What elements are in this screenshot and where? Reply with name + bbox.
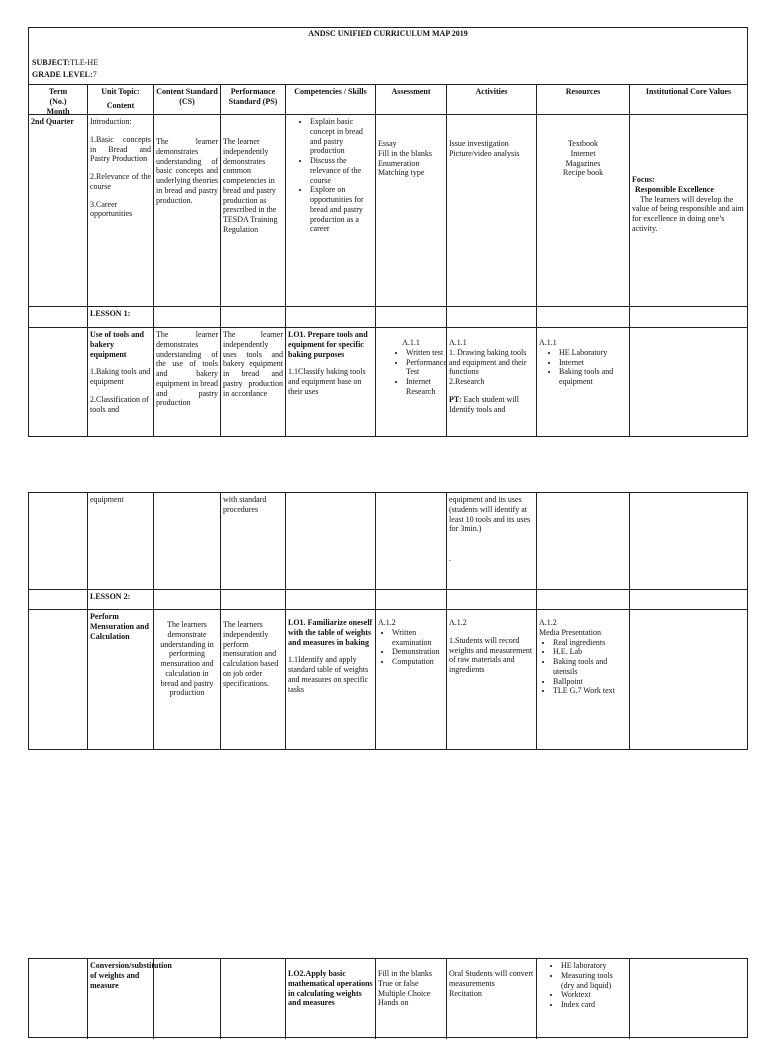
intro-unit-cell: [87, 114, 153, 306]
empty-cell: [536, 306, 629, 327]
l1-ps-cell: The learner independently uses tools and bakery equipment in bread and pastry production in accordance: [220, 327, 285, 437]
l2-comp-item: 1.1Identify and apply standard table of weights and measures on specific tasks: [288, 655, 369, 694]
l1-unit-cell: [87, 327, 153, 437]
intro-unit-title: Introduction:: [90, 117, 132, 126]
empty-cell: [29, 589, 87, 609]
empty-cell: [629, 959, 747, 1039]
l2-assess-item: • Written examination: [392, 628, 444, 648]
cont-ps-cell: with standard procedures: [220, 493, 285, 589]
empty-cell: [285, 306, 375, 327]
empty-cell: [29, 327, 87, 437]
l3-res-item: • HE laboratory: [561, 961, 627, 971]
empty-cell: [375, 493, 446, 589]
empty-cell: [153, 306, 220, 327]
icv-focus-label: Focus:: [632, 175, 655, 184]
intro-unit-item-2: 2.Relevance of the course: [90, 172, 151, 191]
empty-cell: [285, 493, 375, 589]
l1-assess-item: • Internet Research: [406, 377, 444, 397]
l1-res-item: • HE Laboratory: [559, 348, 627, 358]
empty-cell: [536, 589, 629, 609]
curriculum-table-page-1: [28, 27, 748, 437]
l2-act-code: A.1.2: [449, 618, 467, 627]
l1-unit-item-2: 2.Classification of tools and: [90, 394, 149, 414]
document-title: ANDSC UNIFIED CURRICULUM MAP 2019: [308, 29, 468, 38]
l2-res-head: Media Presentation: [539, 627, 601, 637]
intro-cs-cell: The learner demonstrates understanding of basic concepts and underlying theories in bread and pastry production.: [153, 114, 220, 306]
header-icv: Institutional Core Values: [629, 84, 747, 114]
subject-line: [32, 58, 98, 68]
empty-cell: [153, 493, 220, 589]
l1-assess-cell: [375, 327, 446, 437]
intro-comp-item: • Discuss the relevance of the course: [310, 156, 373, 185]
l1-act-pt-label: PT: [449, 394, 460, 404]
l2-unit-cell: Perform Mensuration and Calculation: [87, 609, 153, 749]
header-unit-sub: Content: [106, 100, 135, 110]
header-act: Activities: [446, 84, 536, 114]
header-cs: Content Standard (CS): [153, 84, 220, 114]
header-assess: Assessment: [375, 84, 446, 114]
l2-res-code: A.1.2: [539, 618, 557, 627]
empty-cell: [153, 959, 220, 1039]
l2-ps-cell: The learners independently perform mensuration and calculation based on job order specifications.: [220, 609, 285, 749]
l2-res-item: • TLE G.7 Work text: [553, 686, 627, 696]
empty-cell: [629, 589, 747, 609]
icv-text: The learners will develop the value of being responsible and aim for excellence in doing one’s activity.: [632, 194, 744, 233]
l2-comp-lo: LO1. Familiarize oneself with the table of weights and measures in baking: [288, 618, 373, 647]
l3-res-item: • Index card: [561, 1000, 627, 1010]
l2-res-item: • Baking tools and utensils: [553, 657, 627, 677]
subject-label: SUBJECT:: [32, 58, 71, 67]
l1-comp-item: 1.1Classify baking tools and equipment base on their uses: [288, 367, 366, 396]
l2-res-item: • Ballpoint: [553, 677, 627, 687]
l2-comp-cell: [285, 609, 375, 749]
term-cell: 2nd Quarter: [29, 114, 87, 306]
curriculum-table-page-3: [28, 958, 748, 1038]
l1-res-code: A.1.1: [539, 338, 557, 347]
l1-res-cell: [536, 327, 629, 437]
intro-act-cell: Issue investigation Picture/video analysis: [446, 114, 536, 306]
grade-value: 7: [92, 70, 97, 79]
intro-unit-item-3: 3.Career opportunities: [90, 199, 133, 219]
empty-cell: [220, 959, 285, 1039]
header-term: Term (No.) Month: [29, 84, 87, 114]
l2-assess-item: • Demonstration: [392, 647, 444, 657]
empty-cell: [446, 306, 536, 327]
l1-comp-cell: [285, 327, 375, 437]
empty-cell: [285, 589, 375, 609]
l1-cs-cell: The learner demonstrates understanding of the use of tools and bakery equipment in bread and pastry production: [153, 327, 220, 437]
empty-cell: [29, 609, 87, 749]
header-comp: Competencies / Skills: [285, 84, 375, 114]
l2-res-cell: [536, 609, 629, 749]
table-header-area: [29, 28, 747, 85]
l1-unit-title: Use of tools and bakery equipment: [90, 330, 145, 359]
intro-icv-cell: [629, 114, 747, 306]
header-ps: Performance Standard (PS): [220, 84, 285, 114]
lesson1-term-empty: [29, 306, 87, 327]
l1-res-item: • Baking tools and equipment: [559, 367, 627, 387]
intro-ps-cell: The learner independently demonstrates common competencies in bread and pastry production as prescribed in the TESDA Training Regulation: [220, 114, 285, 306]
icv-value: Responsible Excellence: [635, 184, 714, 194]
l1-assess-item: • Written test: [406, 348, 444, 358]
empty-cell: [536, 493, 629, 589]
l3-res-item: • Worktext: [561, 990, 627, 1000]
cont-act-text: equipment and its uses (students will identify at least 10 tools and its uses for 3min.): [449, 495, 531, 534]
grade-line: [32, 70, 97, 80]
l3-unit-cell: Conversion/substitution of weights and measure: [87, 959, 153, 1039]
empty-cell: [629, 493, 747, 589]
empty-cell: [29, 959, 87, 1039]
l2-res-item: • Real ingredients: [553, 638, 627, 648]
header-unit: [87, 84, 153, 114]
l1-res-item: • Internet: [559, 358, 627, 368]
l3-assess-cell: Fill in the blanks True or false Multiple Choice Hands on: [375, 959, 446, 1039]
subject-value: TLE-HE: [70, 58, 99, 67]
empty-cell: [375, 306, 446, 327]
l2-res-item: • H.E. Lab: [553, 647, 627, 657]
header-unit-label: Unit Topic:: [101, 87, 140, 96]
l1-assess-code: A.1.1: [402, 338, 420, 347]
intro-unit-item-1: 1.Basic concepts in Bread and Pastry Production: [90, 134, 151, 164]
intro-assess-cell: Essay Fill in the blanks Enumeration Matching type: [375, 114, 446, 306]
l2-assess-code: A.1.2: [378, 618, 396, 627]
l2-cs-cell: The learners demonstrate understanding in performing mensuration and calculation in bread and pastry production: [153, 609, 220, 749]
intro-comp-item: • Explore on opportunities for bread and pastry production as a career: [310, 185, 373, 234]
intro-comp-item: • Explain basic concept in bread and pastry production: [310, 117, 373, 156]
cont-unit-cell: equipment: [87, 493, 153, 589]
empty-cell: [153, 589, 220, 609]
header-res: Resources: [536, 84, 629, 114]
empty-cell: [29, 493, 87, 589]
empty-cell: [629, 609, 747, 749]
l2-assess-item: • Computation: [392, 657, 444, 667]
l1-act-cell: [446, 327, 536, 437]
l3-res-cell: [536, 959, 629, 1039]
l3-act-cell: Oral Students will convert measurements Recitation: [446, 959, 536, 1039]
intro-res-cell: Textbook Internet Magazines Recipe book: [536, 114, 629, 306]
lesson1-label: LESSON 1:: [87, 306, 153, 327]
l1-act-pt: : Each student will Identify tools and: [449, 394, 519, 414]
l2-act-cell: [446, 609, 536, 749]
cont-act-cell: [446, 493, 536, 589]
empty-cell: [629, 327, 747, 437]
l1-act-code: A.1.1: [449, 338, 467, 347]
intro-comp-cell: [285, 114, 375, 306]
empty-cell: [220, 589, 285, 609]
grade-label: GRADE LEVEL:: [32, 70, 93, 79]
lesson2-label: LESSON 2:: [87, 589, 153, 609]
cont-act-dot: .: [449, 554, 451, 563]
empty-cell: [629, 306, 747, 327]
empty-cell: [375, 589, 446, 609]
l2-act-item: 1.Students will record weights and measurement of raw materials and ingredients: [449, 635, 533, 674]
curriculum-table-page-2: [28, 492, 748, 750]
l3-comp-cell: LO2.Apply basic mathematical operations in calculating weights and measures: [285, 959, 375, 1039]
l2-assess-cell: [375, 609, 446, 749]
l1-comp-lo: LO1. Prepare tools and equipment for specific baking purposes: [288, 330, 368, 359]
l3-res-item: • Measuring tools (dry and liquid): [561, 971, 627, 991]
l1-act-item-1: 1. Drawing baking tools and equipment and their functions: [449, 347, 527, 377]
empty-cell: [220, 306, 285, 327]
l1-act-item-2: 2.Research: [449, 377, 485, 386]
l1-unit-item-1: 1.Baking tools and equipment: [90, 367, 151, 386]
l1-assess-item: • Performance Test: [406, 358, 444, 378]
empty-cell: [446, 589, 536, 609]
